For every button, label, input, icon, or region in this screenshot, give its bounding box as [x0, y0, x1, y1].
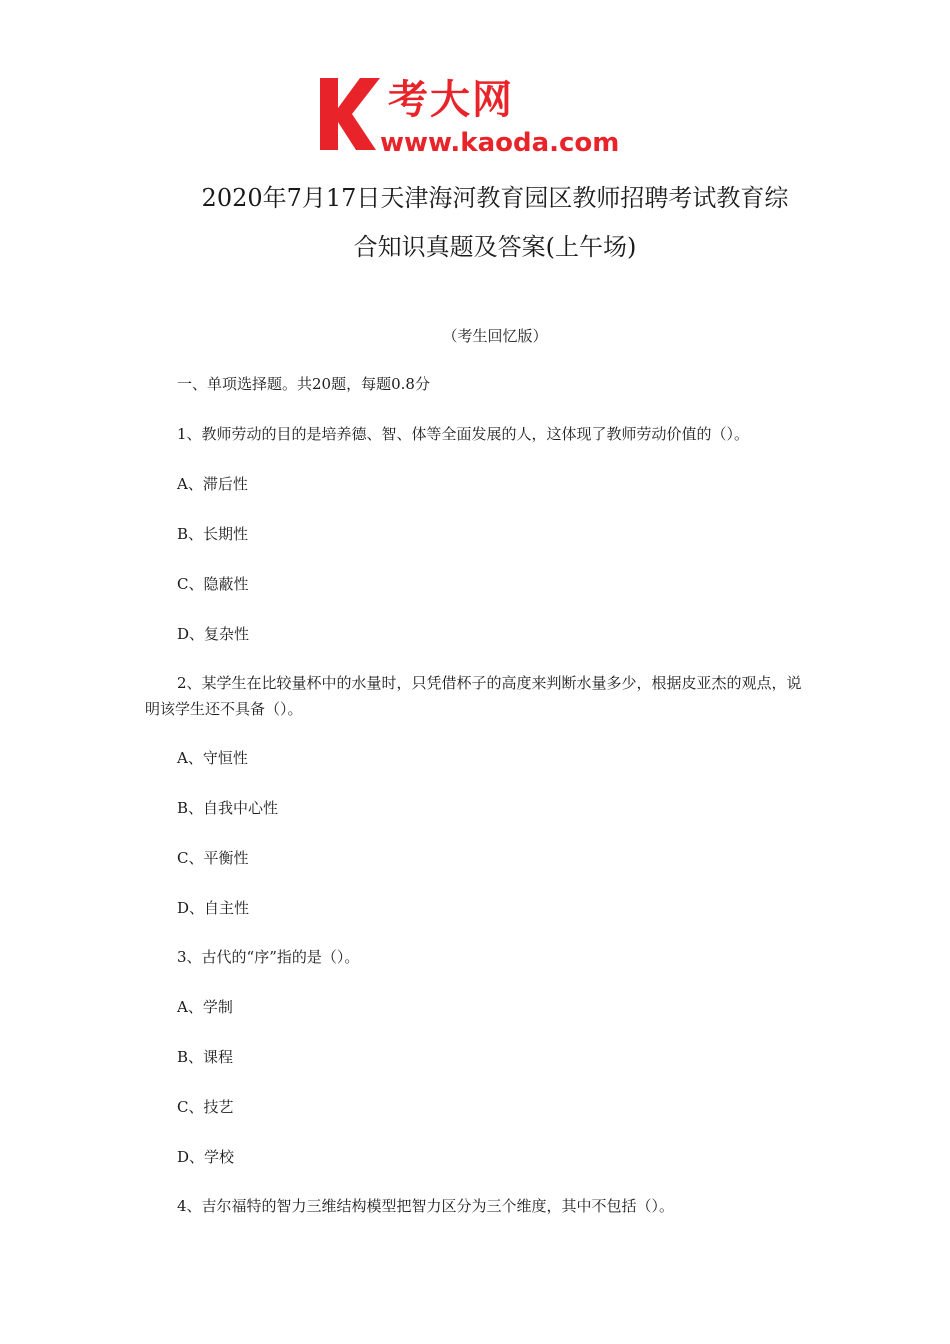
- logo-name: 考大网: [388, 77, 514, 123]
- q2-option-d: D、自主性: [177, 899, 250, 917]
- logo-url: www.kaoda.com: [380, 128, 620, 158]
- q2-option-b: B、自我中心性: [177, 799, 279, 817]
- question-3: 3、古代的“序”指的是（）。: [177, 948, 360, 966]
- q2-option-c: C、平衡性: [177, 849, 249, 867]
- question-1: 1、教师劳动的目的是培养德、智、体等全面发展的人，这体现了教师劳动价值的（）。: [177, 425, 750, 443]
- q3-option-d: D、学校: [177, 1148, 235, 1166]
- section-heading: 一、单项选择题。共20题，每题0.8分: [177, 375, 430, 393]
- question-2: 2、某学生在比较量杯中的水量时，只凭借杯子的高度来判断水量多少，根据皮亚杰的观点，说明该学生还不具备（）。: [145, 674, 802, 718]
- q2-option-a: A、守恒性: [177, 749, 248, 767]
- q3-option-a: A、学制: [177, 998, 233, 1016]
- document-title-line2: 合知识真题及答案(上午场): [353, 233, 637, 261]
- document-title-line1: 2020年7月17日天津海河教育园区教师招聘考试教育综: [201, 184, 789, 212]
- document-subtitle: （考生回忆版）: [442, 327, 548, 345]
- k-logo-icon: [318, 76, 384, 152]
- q1-option-b: B、长期性: [177, 525, 249, 543]
- question-4: 4、吉尔福特的智力三维结构模型把智力区分为三个维度，其中不包括（）。: [177, 1197, 675, 1215]
- q3-option-b: B、课程: [177, 1048, 234, 1066]
- q1-option-a: A、滞后性: [177, 475, 248, 493]
- kaoda-logo: [318, 76, 640, 160]
- q1-option-c: C、隐蔽性: [177, 575, 249, 593]
- q1-option-d: D、复杂性: [177, 625, 250, 643]
- q3-option-c: C、技艺: [177, 1098, 234, 1116]
